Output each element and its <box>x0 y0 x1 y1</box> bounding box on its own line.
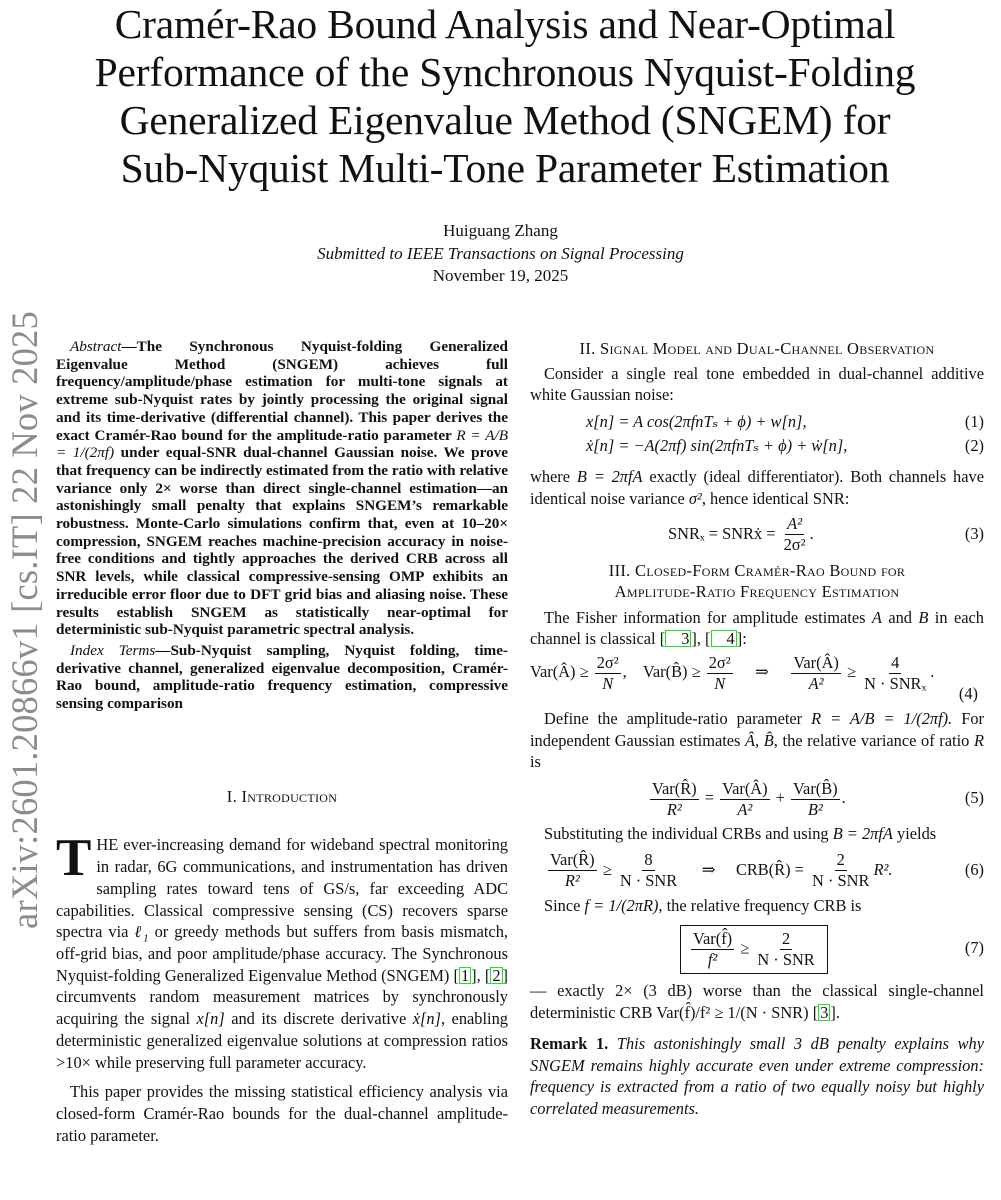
section-heading-introduction: I. Introduction <box>226 786 338 806</box>
abstract-text: under equal-SNR dual-channel Gaussian noise. We prove that frequency can be indirectly estimated from the ratio with relative variance only 2× worse than direct single-channel estimation—an astonishingly small penalty that explains SNGEM’s remarkable robustness. Monte-Carlo simulations confirm that, even at 10–20× compression, SNGEM reaches machine-precision accuracy in noise-free conditions and tightly approaches the derived CRB across all SNR levels, while classical compressive-sensing OMP exhibits an irreducible error floor due to DFT grid bias and aliasing noise. These results establish SNGEM as statistically near-optimal for deterministic sub-Nyquist parametric spectral analysis. <box>56 444 508 639</box>
equation-body: x[n] = A cos(2πfnTₛ + ϕ) + w[n], <box>586 412 807 432</box>
index-terms <box>56 642 508 713</box>
intro-text: circumvents random measurement matrices by synchronously acquiring the signal <box>56 987 508 1029</box>
intro-paragraph: THE ever-increasing demand for wideband spectral monitoring in radar, 6G communications, and instrumentation has driven sampling rates toward tens of GS/s, far exceeding ADC capabilities. Classical compressive sensing (CS) recovers sparse spectra via ℓ$_1$ or greedy methods but suffers from basis mismatch, off-grid bias, and poor amplitude/phase accuracy. The Synchronous Nyquist-folding Generalized Eigenvalue Method (SNGEM) [ 1 ], [ 2 ] circumvents random measurement matrices by synchronously acquiring the signal x[n] and its discrete derivative ẋ[n], enabling deterministic generalized eigenvalue solutions at compression ratios >10× while preserving full parameter accuracy. <box>56 829 508 1072</box>
intro-text: or greedy methods but suffers from basis mismatch, off-grid bias, and poor amplitude/phase accuracy. The Synchronous Nyquist-folding Generalized Eigenvalue Method (SNGEM) <box>56 922 508 985</box>
abstract-text: The Synchronous Nyquist-folding Generalized Eigenvalue Method (SNGEM) achieves full frequency/amplitude/phase estimation for multi-tone signals at extreme sub-Nyquist rates by jointly processing the original signal and its time-derivative (differential channel). This paper derives the exact Cramér-Rao bound for the amplitude-ratio parameter <box>56 338 508 444</box>
crb-paragraph-4: Since f = 1/(2πR), the relative frequency CRB is <box>544 895 862 915</box>
crb-paragraph-2: Define the amplitude-ratio parameter R = A/B = 1/(2πf). For independent Gaussian estimates Â, B̂, the relative variance of ratio R is <box>530 708 984 772</box>
crb-paragraph-1: The Fisher information for amplitude estimates A and B in each channel is classical [ 3 ], [ 4 ]: <box>530 607 984 649</box>
abstract-label: Abstract <box>70 338 122 355</box>
l1-norm: ℓ$_1$ <box>134 922 149 945</box>
remark-text: This astonishingly small 3 dB penalty explains why SNGEM remains highly accurate even under extreme compression: frequency is extracted from a ratio of two equally noisy but highly correlated measurements. <box>530 1033 984 1118</box>
section-heading-signal-model: II. Signal Model and Dual-Channel Observation <box>579 339 935 358</box>
title-line: Performance of the Synchronous Nyquist-Folding <box>94 49 916 95</box>
citation-link-4[interactable]: 4 <box>711 630 737 647</box>
equation-number: (4) <box>958 683 978 703</box>
abstract-math: R = A/B = 1/(2πf) <box>56 426 508 462</box>
index-terms-dash: — <box>155 641 171 659</box>
equation-2 <box>530 434 984 458</box>
paper-title <box>40 0 970 192</box>
math-x: x[n] <box>196 1009 225 1029</box>
equation-3: SNRₓ = SNRẋ = $\frac{\text{A²}}{\text{2σ²}}$ . (3) <box>530 510 984 558</box>
title-line: Cramér-Rao Bound Analysis and Near-Optimal <box>114 1 896 47</box>
abstract-dash: — <box>121 338 137 355</box>
section-heading-crb: III. Closed-Form Cramér-Rao Bound for Amplitude-Ratio Frequency Estimation <box>608 560 906 601</box>
equation-number: (5) <box>964 788 984 808</box>
signal-model-paragraph: Consider a single real tone embedded in dual-channel additive white Gaussian noise: <box>530 363 984 405</box>
equation-5: $\frac{\text{Var(R̂)}}{\text{R²}}$ = $\frac{\text{Var(Â)}}{\text{A²}}$ + $\frac{\text{Var(B̂)}}{\text{B²}}$ . (5) <box>530 773 984 823</box>
citation-link-3b[interactable]: 3 <box>820 1003 829 1023</box>
equation-number: (1) <box>964 412 984 432</box>
right-column <box>530 338 984 1136</box>
title-line: Sub-Nyquist Multi-Tone Parameter Estimation <box>120 145 890 191</box>
intro-paragraph-2: This paper provides the missing statistical efficiency analysis via closed-form Cramér-Rao bounds for the dual-channel amplitude-ratio parameter. <box>56 1082 508 1145</box>
intro-text: and its discrete derivative <box>224 1009 413 1029</box>
index-terms-label: Index Terms <box>70 641 156 659</box>
equation-1 <box>530 410 984 434</box>
abstract <box>56 338 508 639</box>
equation-number: (3) <box>964 523 984 543</box>
arxiv-stamp: arXiv:2601.20866v1 [cs.IT] 22 Nov 2025 <box>4 311 45 929</box>
boxed-result: $\frac{\text{Var(f̂)}}{\text{f²}}$ ≥ $\frac{2}{\text{N · SNR}}$ <box>680 925 828 974</box>
remark-label: Remark 1. <box>530 1033 609 1053</box>
left-column <box>56 338 508 1146</box>
citation-link-3[interactable]: 3 <box>665 630 691 647</box>
venue-note: Submitted to IEEE Transactions on Signal Processing <box>317 244 684 263</box>
intro-text: HE ever-increasing demand for wideband spectral monitoring in radar, 6G communications, and instrumentation has driven sampling rates toward tens of GS/s, far exceeding ADC capabilities. Classical compressive sensing (CS) recovers sparse spectra via <box>56 835 508 942</box>
crb-paragraph-3: Substituting the individual CRBs and using B = 2πfA yields <box>544 824 937 844</box>
author-name: Huiguang Zhang <box>443 221 558 240</box>
equation-number: (2) <box>964 436 984 456</box>
equation-body: ẋ[n] = −A(2πf) sin(2πfnTₛ + ϕ) + ẇ[n], <box>586 436 848 456</box>
remark-1 <box>530 1033 984 1120</box>
intro-text: , enabling deterministic generalized eigenvalue solutions at compression ratios >10× while preserving full parameter accuracy. <box>56 1009 508 1072</box>
equation-4: Var(Â) ≥ $\frac{\text{2σ²}}{N}$ , Var(B̂) ≥ $\frac{\text{2σ²}}{N}$ ⇒ $\frac{\text{Var(Â)}}{\text{A²}}$ ≥ $\frac{4}{\text{N · SNRₓ}}$ . (4) <box>530 650 984 708</box>
equation-number: (7) <box>964 938 984 958</box>
dropcap: T <box>56 829 92 888</box>
math-xdot: ẋ[n] <box>412 1009 441 1029</box>
crb-paragraph-5: — exactly 2× (3 dB) worse than the classical single-channel deterministic CRB Var(f̂)/f² ≥ 1/(N · SNR) [ 3 ]. <box>530 981 984 1023</box>
paper-date: November 19, 2025 <box>432 266 569 285</box>
title-line: Generalized Eigenvalue Method (SNGEM) for <box>119 97 891 143</box>
index-terms-text: Sub-Nyquist sampling, Nyquist folding, time-derivative channel, generalized eigenvalue decomposition, Cramér-Rao bound, amplitude-ratio frequency estimation, compressive sensing comparison <box>56 641 508 713</box>
equation-7 <box>530 916 984 980</box>
citation-link-2[interactable]: 2 <box>492 965 501 985</box>
equation-body: SNRₓ = SNRẋ = <box>668 523 776 543</box>
equation-6: $\frac{\text{Var(R̂)}}{\text{R²}}$ ≥ $\frac{8}{\text{N · SNR}}$ ⇒ CRB(R̂) = $\frac{2}{\text{N · SNR}}$ R². (6) <box>530 845 984 895</box>
signal-model-paragraph-2: where B = 2πfA exactly (ideal differentiator). Both channels have identical noise variance σ², hence identical SNR: <box>530 467 984 508</box>
equation-number: (6) <box>964 859 984 879</box>
citation-link-1[interactable]: 1 <box>460 965 470 985</box>
